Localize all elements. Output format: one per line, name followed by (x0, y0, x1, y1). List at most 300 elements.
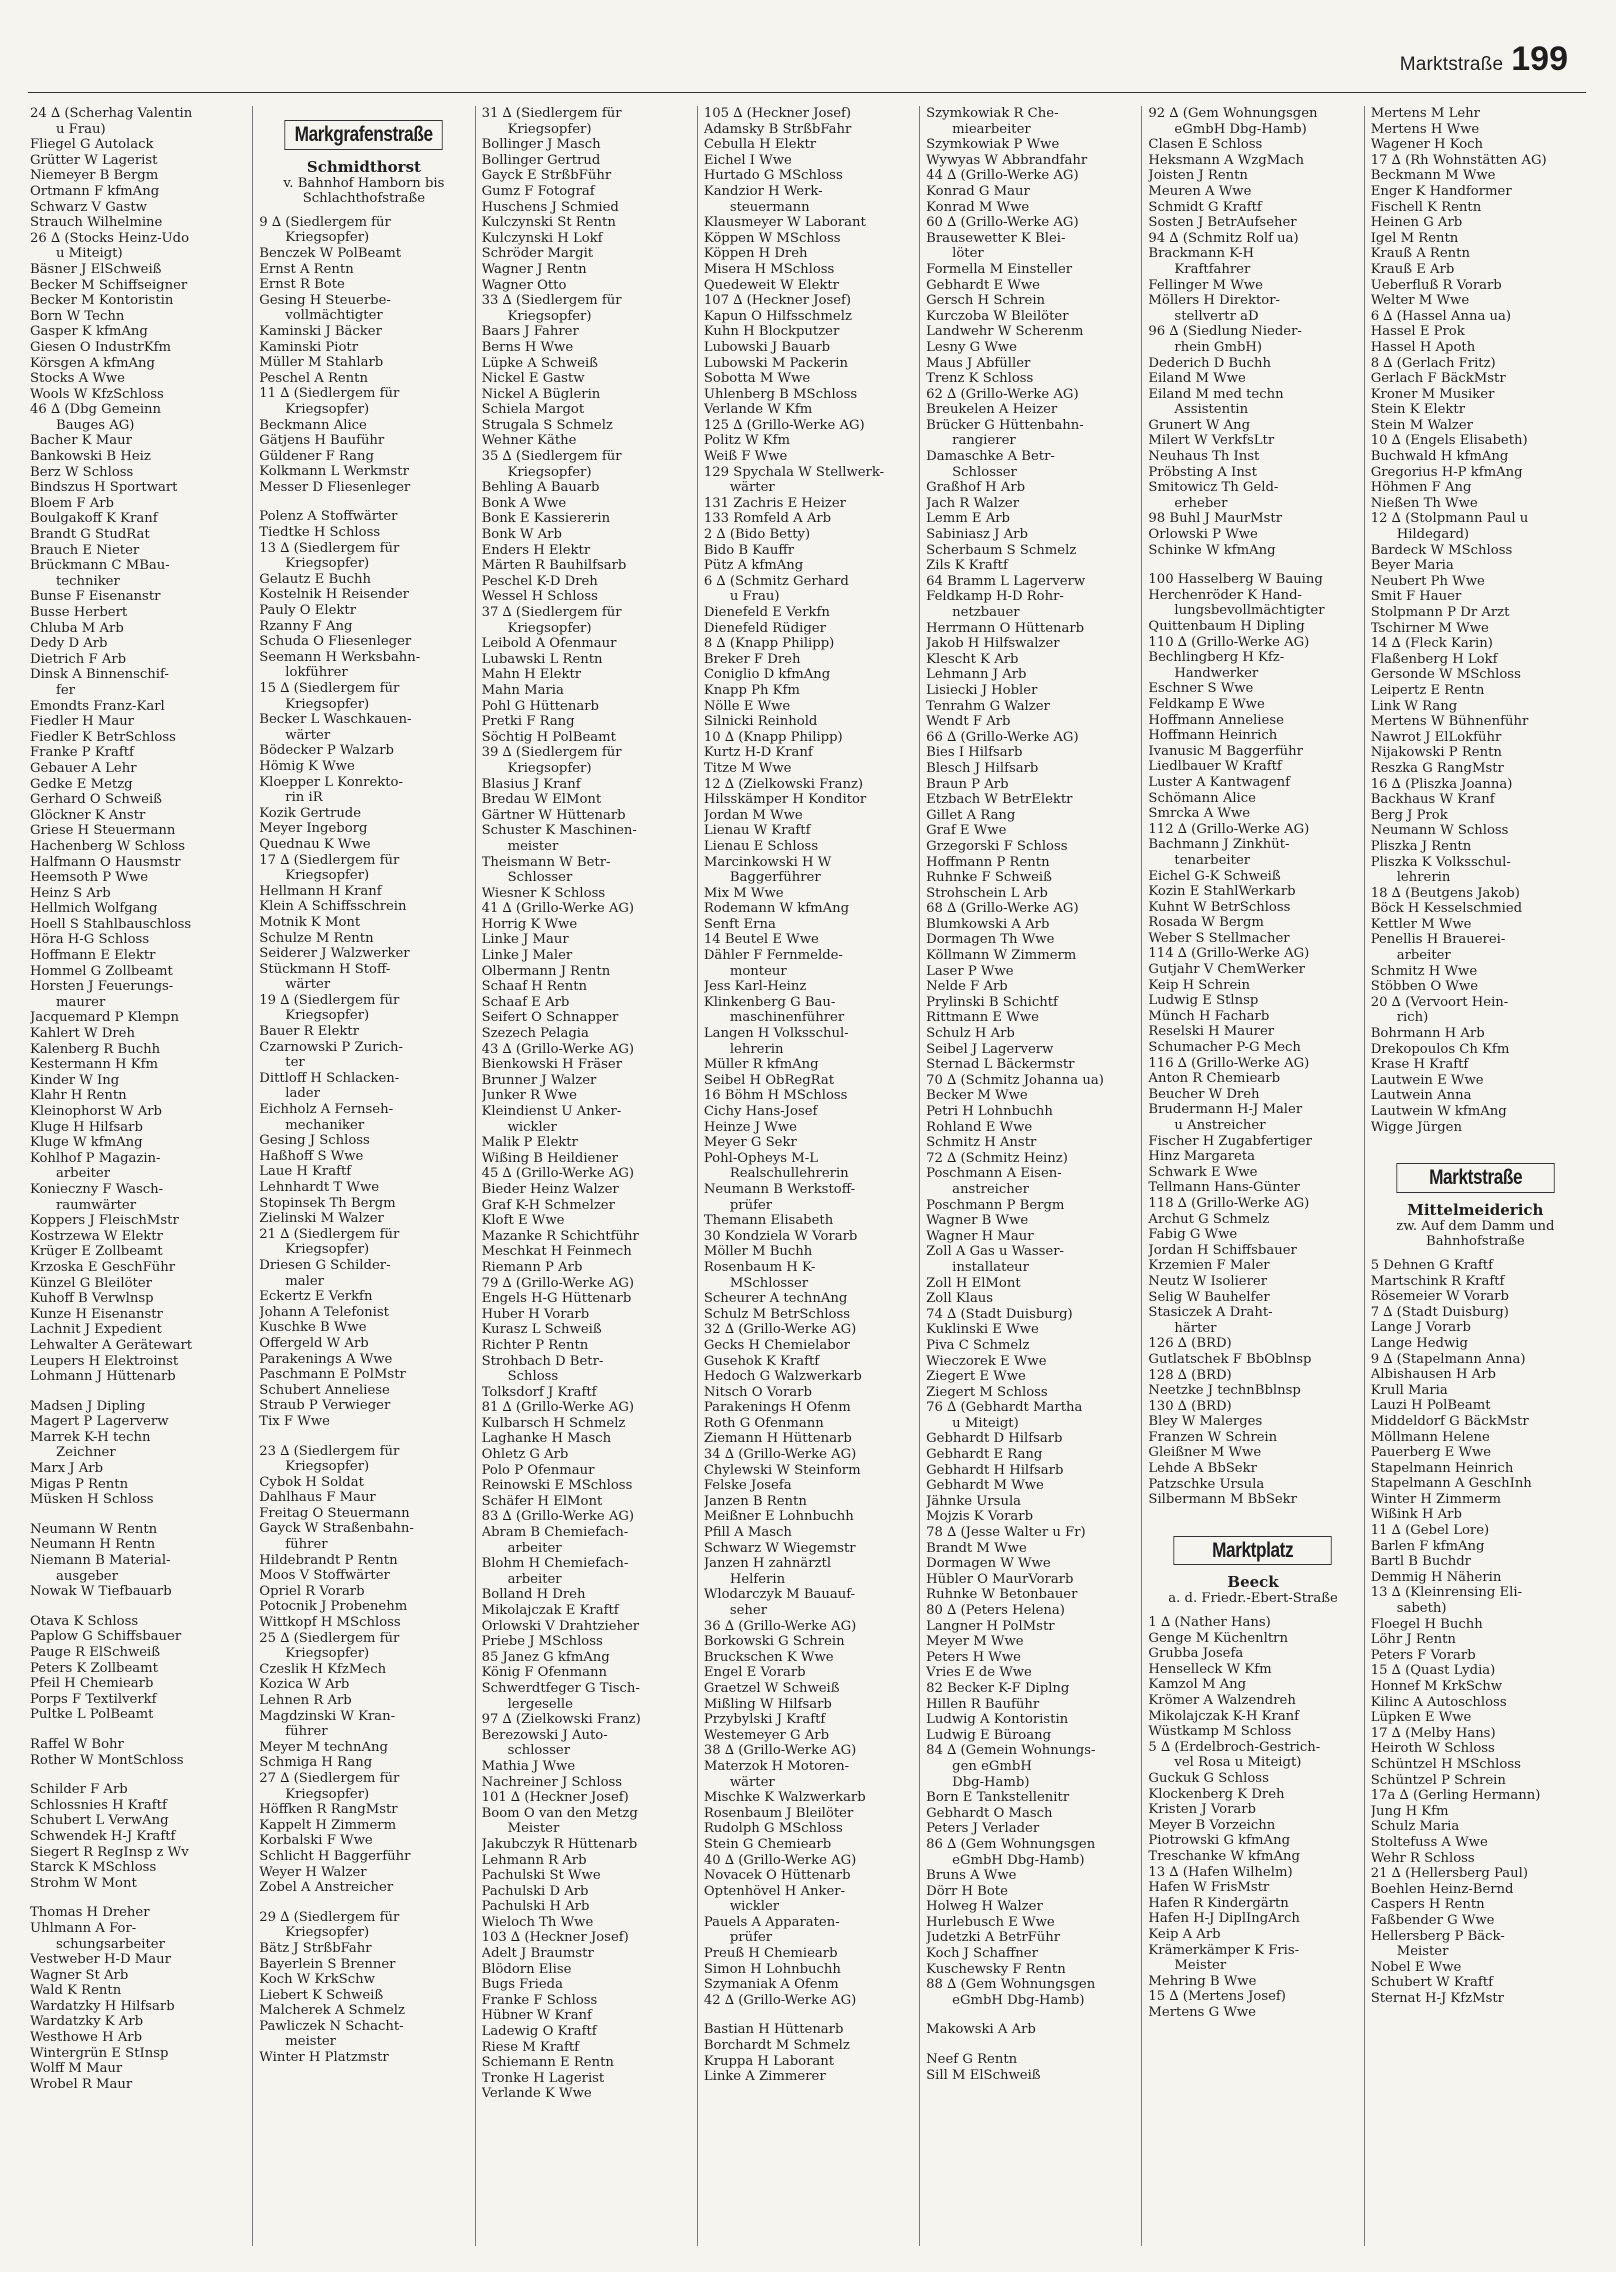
resident-entry: Bindszus H Sportwart (30, 480, 178, 496)
resident-entry: Jacquemard P Klempn (30, 1010, 179, 1026)
resident-entry: Lubowski M Packerin (703, 355, 848, 371)
resident-entry: Meißner E Lohnbuchh (703, 1509, 854, 1525)
resident-entry: Quedeweit W Elektr (703, 277, 839, 293)
resident-entry: Kleinophorst W Arb (30, 1104, 162, 1119)
resident-entry: 15 ∆ (Siedlergem für (259, 681, 400, 696)
resident-entry: Poschmann P Bergm (926, 1197, 1065, 1213)
resident-entry: Ludwig E Büroang (926, 1727, 1052, 1743)
resident-entry: Czeslik H KfzMech (259, 1661, 387, 1677)
resident-entry: Igel M Rentn (1370, 230, 1459, 246)
resident-entry: Leipertz E Rentn (1370, 682, 1485, 698)
resident-entry: Huschens J Schmied (481, 199, 619, 215)
resident-entry: Münch H Facharb (1148, 1008, 1270, 1024)
resident-entry: Heinen G Arb (1370, 215, 1463, 231)
resident-entry: Meyer G Sekr (703, 1135, 797, 1151)
spacer (30, 1723, 246, 1737)
resident-entry: Krzemien F Maler (1148, 1258, 1270, 1274)
entry-continuation: u Frau) (56, 121, 106, 137)
resident-entry: Smit F Hauer (1370, 589, 1462, 605)
resident-entry: Caspers H Rentn (1370, 1897, 1485, 1913)
district-title: Schmidthorst (306, 157, 421, 176)
resident-entry: Wrobel R Maur (30, 2076, 133, 2092)
directory-column (1364, 106, 1586, 2246)
resident-entry: Koppers J FleischMstr (30, 1213, 179, 1229)
resident-entry: Hurlebusch E Wwe (926, 1914, 1055, 1930)
resident-entry: Böck H Kesselschmied (1370, 901, 1523, 917)
resident-entry: Neumann W Rentn (30, 1521, 158, 1537)
resident-entry: Nowak W Tiefbauarb (30, 1584, 172, 1600)
resident-entry: Lange J Vorarb (1370, 1320, 1471, 1336)
resident-entry: Magert P Lagerverw (30, 1414, 169, 1430)
resident-entry: Bruckschen K Wwe (703, 1649, 834, 1665)
resident-entry: Berz W Schloss (30, 464, 134, 480)
resident-entry: 15 ∆ (Quast Lydia) (1370, 1663, 1496, 1679)
resident-entry: Pultke L PolBeamt (30, 1707, 154, 1723)
resident-entry: Emondts Franz-Karl (30, 698, 165, 714)
resident-entry: Meyer M Wwe (926, 1634, 1024, 1650)
resident-entry: Eichel I Wwe (703, 152, 792, 168)
resident-entry: Kluge H Hilfsarb (30, 1119, 143, 1135)
resident-entry: Link W Rang (1370, 698, 1458, 714)
entry-continuation: Kriegsopfer) (285, 1242, 370, 1258)
resident-entry: Gebhardt D Hilfsarb (926, 1431, 1063, 1447)
resident-entry: 64 Bramm L Lagerverw (926, 573, 1086, 589)
resident-entry: Simon H Lohnbuchh (703, 1961, 841, 1977)
resident-entry: Stapelmann Heinrich (1370, 1460, 1514, 1476)
resident-entry: Zoll H ElMont (926, 1275, 1021, 1291)
street-range: v. Bahnhof Hamborn bis Schlachthofstraße (283, 175, 445, 207)
resident-entry: Gelautz E Buchh (259, 571, 372, 587)
resident-entry: Dormagen Th Wwe (926, 932, 1055, 948)
resident-entry: Becker M Schiffseigner (30, 277, 188, 293)
entry-continuation: wärter (729, 1774, 775, 1790)
entry-continuation: seher (729, 1603, 768, 1618)
entry-continuation: Meister (1174, 1958, 1227, 1974)
resident-entry: Wehner Käthe (481, 433, 577, 449)
resident-entry: Becker M Kontoristin (30, 293, 174, 309)
resident-entry: Orlowski V Drahtzieher (481, 1618, 640, 1634)
resident-entry: Hübler O MaurVorarb (926, 1571, 1074, 1587)
resident-entry: Piotrowski G kfmAng (1148, 1833, 1291, 1849)
resident-entry: Langner H PolMstr (926, 1618, 1055, 1634)
resident-entry: Sabiniasz J Arb (926, 527, 1028, 543)
resident-entry: Eiland M med techn (1148, 386, 1284, 402)
resident-entry: Schulze M Rentn (259, 930, 374, 946)
resident-entry: Strohschein L Arb (926, 885, 1048, 901)
resident-entry: Dienefeld Rüdiger (703, 620, 826, 636)
resident-entry: Mahn Maria (481, 682, 564, 698)
resident-entry: 17 ∆ (Rh Wohnstätten AG) (1370, 152, 1547, 168)
resident-entry: Wessel H Schloss (481, 589, 598, 605)
resident-entry: Lohmann J Hüttenarb (30, 1369, 176, 1385)
resident-entry: 82 Becker K-F Diplng (926, 1680, 1070, 1696)
resident-entry: Schmidt G Kraftf (1148, 199, 1262, 215)
entry-continuation: Schloss (507, 1369, 559, 1385)
resident-entry: Gutjahr V ChemWerker (1148, 962, 1305, 978)
resident-entry: Korbalski F Wwe (259, 1833, 373, 1849)
resident-entry: Gersch H Schrein (926, 293, 1046, 309)
resident-entry: Kluge W kfmAng (30, 1135, 143, 1151)
resident-entry: Brücker G Hüttenbahn- (926, 417, 1084, 433)
resident-entry: Höffken R RangMstr (259, 1802, 398, 1818)
resident-entry: Riemann P Arb (481, 1259, 583, 1275)
resident-entry: Gebhardt H Hilfsarb (926, 1462, 1064, 1478)
resident-entry: Patzschke Ursula (1148, 1476, 1265, 1492)
resident-entry: Peters F Vorarb (1370, 1647, 1476, 1663)
entry-continuation: schlosser (507, 1743, 571, 1759)
resident-entry: Lüpken E Wwe (1370, 1710, 1472, 1726)
resident-entry: Gebhardt E Rang (926, 1447, 1043, 1463)
resident-entry: Boom O van den Metzg (481, 1805, 638, 1821)
resident-entry: Graf K-H Schmelzer (481, 1197, 615, 1213)
resident-entry: 131 Zachris E Heizer (703, 495, 846, 511)
resident-entry: Chluba M Arb (30, 620, 124, 636)
resident-entry: Bayerlein S Brenner (259, 1956, 396, 1972)
resident-entry: Seemann H Werksbahn- (259, 649, 421, 665)
resident-entry: Laghanke H Masch (481, 1431, 612, 1447)
resident-entry: Zoll Klaus (926, 1291, 994, 1307)
resident-entry: Pachulski D Arb (481, 1883, 589, 1899)
entry-continuation: maler (285, 1273, 324, 1289)
resident-entry: Kaminski Piotr (259, 339, 359, 355)
resident-entry: Heinz S Arb (30, 885, 111, 901)
resident-entry: 68 ∆ (Grillo-Werke AG) (926, 901, 1079, 917)
resident-entry: Lisiecki J Hobler (926, 682, 1038, 698)
resident-entry: Tellmann Hans-Günter (1148, 1180, 1300, 1196)
resident-entry: Borchardt M Schmelz (703, 2038, 850, 2054)
resident-entry: Hillen R Bauführ (926, 1696, 1040, 1712)
resident-entry: Bunse F Eisenanstr (30, 589, 161, 605)
resident-entry: Gebhardt M Wwe (926, 1478, 1044, 1494)
resident-entry: Nickel E Gastw (481, 371, 585, 387)
resident-entry: Clasen E Schloss (1148, 137, 1263, 153)
resident-entry: Kahlert W Dreh (30, 1026, 135, 1042)
resident-entry: Sternad L Bäckermstr (926, 1057, 1075, 1073)
entry-continuation: lehrerin (1396, 870, 1451, 886)
resident-entry: Mißling W Hilfsarb (703, 1696, 832, 1712)
resident-entry: Lachnit J Expedient (30, 1322, 162, 1338)
resident-entry: 35 ∆ (Siedlergem für (481, 449, 622, 465)
resident-entry: Ruhnke W Betonbauer (926, 1587, 1078, 1603)
resident-entry: Nölle E Wwe (703, 698, 791, 714)
resident-entry: Brunner J Walzer (481, 1072, 597, 1088)
resident-entry: Pachulski St Wwe (481, 1868, 601, 1884)
resident-entry: Kaminski J Bäcker (259, 323, 382, 339)
resident-entry: 38 ∆ (Grillo-Werke AG) (703, 1743, 857, 1759)
resident-entry: Parakenings H Ofenm (703, 1400, 851, 1416)
resident-entry: Gasper K kfmAng (30, 324, 148, 340)
resident-entry: Holweg H Walzer (926, 1899, 1043, 1915)
resident-entry: 103 ∆ (Heckner Josef) (481, 1930, 629, 1946)
resident-entry: 128 ∆ (BRD) (1148, 1367, 1232, 1383)
entry-continuation: sabeth) (1396, 1601, 1447, 1617)
resident-entry: Kuschke B Wwe (259, 1320, 367, 1336)
resident-entry: Stückmann H Stoff- (259, 961, 391, 977)
resident-entry: Archut G Schmelz (1148, 1211, 1270, 1227)
resident-entry: Ernst A Rentn (259, 261, 354, 277)
entry-continuation: Kriegsopfer) (285, 1925, 370, 1941)
resident-entry: Herchenröder K Hand- (1148, 587, 1302, 603)
resident-entry: Schäfer H ElMont (481, 1493, 603, 1509)
resident-entry: Penellis H Brauerei- (1370, 932, 1506, 948)
entry-continuation: installateur (952, 1259, 1029, 1275)
resident-entry: Höhmen F Ang (1370, 480, 1472, 496)
entry-continuation: Kriegsopfer) (285, 401, 370, 417)
resident-entry: Ludwig E Stlnsp (1148, 993, 1259, 1009)
resident-entry: Novacek O Hüttenarb (703, 1868, 851, 1884)
resident-entry: Engels H-G Hüttenarb (481, 1291, 632, 1307)
resident-entry: Junker R Wwe (481, 1088, 577, 1104)
resident-entry: Kurasz L Schweiß (481, 1322, 602, 1338)
resident-entry: Vries E de Wwe (926, 1665, 1032, 1681)
resident-entry: Stocks A Wwe (30, 371, 125, 387)
entry-continuation: u Anstreicher (1174, 1118, 1266, 1133)
resident-entry: Mehring B Wwe (1148, 1973, 1257, 1989)
entry-continuation: netzbauer (952, 605, 1020, 620)
resident-entry: 14 ∆ (Fleck Karin) (1370, 636, 1493, 652)
resident-entry: Keip H Schrein (1148, 977, 1251, 993)
resident-entry: Migas P Rentn (30, 1476, 129, 1492)
entry-continuation: maschinenführer (729, 1010, 845, 1026)
resident-entry: Kurczoba W Bleilöter (926, 308, 1069, 324)
resident-entry: Kulczynski H Lokf (481, 230, 603, 246)
resident-entry: Prylinski B Schichtf (926, 994, 1058, 1010)
resident-entry: Priebe J MSchloss (481, 1634, 603, 1650)
resident-entry: Ladewig O Kraftf (481, 2024, 597, 2040)
resident-entry: Wüstkamp M Schloss (1148, 1724, 1292, 1740)
resident-entry: 129 Spychala W Stellwerk- (703, 464, 885, 480)
spacer (30, 1508, 246, 1522)
resident-entry: Bödecker P Walzarb (259, 743, 394, 759)
resident-entry: Siegert R RegInsp z Wv (30, 1844, 189, 1860)
resident-entry: Zobel A Anstreicher (259, 1880, 394, 1896)
resident-entry: Rother W MontSchloss (30, 1752, 184, 1768)
resident-entry: Szymkowiak P Wwe (926, 137, 1060, 153)
resident-entry: Lauzi H PolBeamt (1370, 1398, 1491, 1414)
resident-entry: Kulbarsch H Schmelz (481, 1415, 626, 1431)
resident-entry: Schlicht H Baggerführ (259, 1848, 411, 1864)
resident-entry: Keip A Arb (1148, 1926, 1221, 1942)
resident-entry: Ziegert M Schloss (926, 1384, 1048, 1400)
resident-entry: Madsen J Dipling (30, 1398, 146, 1414)
resident-entry: Koch W KrkSchw (259, 1972, 375, 1988)
entry-continuation: Assistentin (1174, 402, 1249, 418)
resident-entry: Demmig H Näherin (1370, 1569, 1502, 1585)
entry-continuation: tenarbeiter (1174, 852, 1251, 868)
resident-entry: 17a ∆ (Gerling Hermann) (1370, 1788, 1541, 1804)
resident-entry: Bollinger J Masch (481, 137, 601, 153)
resident-entry: Hübner W Kranf (481, 2008, 592, 2024)
resident-entry: Wardatzky H Hilfsarb (30, 1998, 175, 2014)
resident-entry: Dähler F Fernmelde- (703, 948, 843, 964)
resident-entry: Bolland H Dreh (481, 1587, 586, 1603)
resident-entry: 42 ∆ (Grillo-Werke AG) (703, 1992, 857, 2008)
resident-entry: 85 Janez G kfmAng (481, 1649, 610, 1665)
resident-entry: 15 ∆ (Mertens Josef) (1148, 1989, 1286, 2005)
resident-entry: Abram B Chemiefach- (481, 1525, 629, 1541)
resident-entry: Krämerkämper K Fris- (1148, 1942, 1300, 1958)
resident-entry: Jess Karl-Heinz (703, 979, 807, 995)
resident-entry: Schwarz V Gastw (30, 199, 147, 215)
resident-entry: Berg J Prok (1370, 807, 1448, 823)
resident-entry: 43 ∆ (Grillo-Werke AG) (481, 1041, 635, 1057)
resident-entry: Peters H Wwe (926, 1649, 1021, 1665)
resident-entry: Schilder F Arb (30, 1782, 128, 1798)
resident-entry: Wagner Otto (481, 277, 567, 293)
resident-entry: Hoffmann E Elektr (30, 948, 156, 964)
resident-entry: Bechlingberg H Kfz- (1148, 650, 1285, 666)
resident-entry: Hafen W FrisMstr (1148, 1880, 1270, 1896)
directory-column (1141, 106, 1363, 2246)
resident-entry: Schubert L VerwAng (30, 1813, 169, 1829)
resident-entry: Ziegert E Wwe (926, 1369, 1026, 1385)
resident-entry: Möllmann Helene (1370, 1429, 1490, 1445)
resident-entry: Born W Techn (30, 308, 125, 324)
entry-continuation: wärter (729, 480, 775, 496)
resident-entry: Dahlhaus F Maur (259, 1490, 376, 1506)
resident-entry: Formella M Einsteller (926, 261, 1073, 277)
resident-entry: Krüger E Zollbeamt (30, 1244, 163, 1260)
resident-entry: Stöbben O Wwe (1370, 979, 1478, 995)
resident-entry: Paschmann E PolMstr (259, 1367, 406, 1383)
resident-entry: 1 ∆ (Nather Hans) (1148, 1615, 1271, 1631)
resident-entry: Winter H Platzmstr (259, 2050, 389, 2066)
resident-entry: Heiroth W Schloss (1370, 1741, 1495, 1757)
spacer (1148, 558, 1357, 572)
resident-entry: Enger K Handformer (1370, 183, 1512, 199)
resident-entry: Kilinc A Autoschloss (1370, 1694, 1507, 1710)
resident-entry: Brückmann C MBau- (30, 558, 170, 574)
entry-continuation: lokführer (285, 665, 348, 681)
resident-entry: Middeldorf G BäckMstr (1370, 1413, 1529, 1429)
resident-entry: 78 ∆ (Jesse Walter u Fr) (926, 1525, 1086, 1541)
resident-entry: Kapun O Hilfsschmelz (703, 308, 852, 324)
resident-entry: Motnik K Mont (259, 914, 361, 930)
resident-entry: Lesny G Wwe (926, 339, 1017, 355)
entry-continuation: Meister (507, 1821, 560, 1837)
directory-column (252, 106, 474, 2246)
spacer (1148, 1508, 1357, 1522)
entry-continuation: eGmbH Dbg-Hamb) (1174, 121, 1307, 137)
resident-entry: Blohm H Chemiefach- (481, 1556, 629, 1572)
resident-entry: Schwendek H-J Kraftf (30, 1828, 176, 1844)
directory-column (475, 106, 697, 2246)
resident-entry: Niemeyer B Bergm (30, 168, 159, 184)
resident-entry: König F Ofenmann (481, 1665, 608, 1681)
resident-entry: Berezowski J Auto- (481, 1727, 608, 1743)
resident-entry: Schwark E Wwe (1148, 1164, 1258, 1180)
resident-entry: Potocnik J Probenehm (259, 1599, 408, 1615)
resident-entry: Kozin E StahlWerkarb (1148, 884, 1296, 900)
resident-entry: Linke J Maur (481, 932, 569, 948)
resident-entry: Titze M Wwe (703, 760, 792, 776)
resident-entry: 76 ∆ (Gebhardt Martha (926, 1400, 1083, 1416)
resident-entry: 5 Dehnen G Kraftf (1370, 1257, 1493, 1273)
resident-entry: Möller M Buchh (703, 1244, 813, 1260)
resident-entry: Bohrmann H Arb (1370, 1026, 1485, 1042)
resident-entry: Selig W Bauhelfer (1148, 1289, 1270, 1305)
resident-entry: Pfeil H Chemiearb (30, 1676, 154, 1692)
resident-entry: Stapelmann A GeschInh (1370, 1476, 1532, 1492)
entry-continuation: Kriegsopfer) (285, 1008, 370, 1024)
resident-entry: Lehnen R Arb (259, 1693, 352, 1708)
resident-entry: Mahn H Elektr (481, 667, 582, 683)
resident-entry: Zoll A Gas u Wasser- (926, 1244, 1064, 1260)
resident-entry: Reszka G RangMstr (1370, 760, 1504, 776)
resident-entry: Griese H Steuermann (30, 823, 176, 839)
resident-entry: Szymkowiak R Che- (926, 106, 1059, 121)
resident-entry: Höra H-G Schloss (30, 932, 150, 948)
resident-entry: Kozica W Arb (259, 1677, 350, 1693)
resident-entry: Bäsner J ElSchweiß (30, 261, 162, 277)
entry-continuation: mechaniker (285, 1117, 365, 1133)
resident-entry: Polo P Ofenmaur (481, 1462, 595, 1478)
resident-entry: Klausmeyer W Laborant (703, 215, 866, 231)
resident-entry: Wagner B Wwe (926, 1213, 1029, 1229)
resident-entry: Wools W KfzSchloss (30, 386, 164, 402)
resident-entry: Dedy D Arb (30, 636, 108, 652)
page-header (1400, 40, 1568, 79)
resident-entry: Strugala S Schmelz (481, 417, 613, 433)
resident-entry: Dederich D Buchh (1148, 355, 1271, 371)
resident-entry: Bonk W Arb (481, 527, 562, 543)
entry-continuation: Kriegsopfer) (285, 1459, 370, 1475)
resident-entry: Stolpmann P Dr Arzt (1370, 605, 1510, 620)
resident-entry: Ohletz G Arb (481, 1447, 569, 1463)
resident-entry: Silbermann M BbSekr (1148, 1492, 1297, 1508)
resident-entry: Schmitz H Anstr (926, 1135, 1037, 1151)
entry-continuation: wärter (285, 727, 331, 743)
entry-continuation: wickler (729, 1899, 780, 1915)
resident-entry: Wagner J Rentn (481, 261, 587, 277)
resident-entry: 8 ∆ (Gerlach Fritz) (1370, 355, 1496, 371)
resident-entry: Nachreiner J Schloss (481, 1774, 623, 1790)
resident-entry: 98 Buhl J MaurMstr (1148, 511, 1282, 527)
resident-entry: Kleindienst U Anker- (481, 1104, 622, 1119)
resident-entry: Porps F Textilverkf (30, 1691, 157, 1707)
resident-entry: Uhlenberg B MSchloss (703, 386, 858, 402)
resident-entry: Jähnke Ursula (926, 1493, 1022, 1509)
resident-entry: Halfmann O Hausmstr (30, 854, 181, 870)
resident-entry: Schömann Alice (1148, 790, 1256, 806)
entry-continuation: gen eGmbH (952, 1758, 1032, 1774)
resident-entry: Schiemann E Rentn (481, 2055, 614, 2071)
resident-entry: Löhr J Rentn (1370, 1632, 1456, 1648)
entry-continuation: prüfer (729, 1197, 773, 1213)
entry-continuation: techniker (56, 573, 120, 589)
directory-columns (30, 106, 1586, 2246)
resident-entry: 19 ∆ (Siedlergem für (259, 992, 400, 1008)
resident-entry: Mikolajczak K-H Kranf (1148, 1708, 1300, 1724)
resident-entry: Feldkamp E Wwe (1148, 696, 1265, 712)
resident-entry: Moos V Stoffwärter (259, 1568, 390, 1584)
directory-column (697, 106, 919, 2246)
resident-entry: Gusehok K Kraftf (703, 1353, 820, 1369)
resident-entry: Orlowski P Wwe (1148, 527, 1258, 543)
resident-entry: 107 ∆ (Heckner Josef) (703, 293, 852, 309)
resident-entry: Bienkowski H Fräser (481, 1057, 623, 1073)
resident-entry: Klein A Schiffsschrein (259, 899, 407, 915)
resident-entry: Messer D Fliesenleger (259, 479, 411, 495)
entry-continuation: Meister (1396, 1944, 1449, 1960)
resident-entry: Dörr H Bote (926, 1883, 1008, 1899)
entry-continuation: meister (285, 2034, 336, 2050)
resident-entry: Herrmann O Hüttenarb (926, 620, 1085, 636)
resident-entry: Güldener F Rang (259, 448, 374, 464)
resident-entry: Mikolajczak E Kraftf (481, 1603, 619, 1618)
resident-entry: Bugs Frieda (481, 1977, 563, 1993)
resident-entry: Kalenberg R Buchh (30, 1041, 161, 1057)
